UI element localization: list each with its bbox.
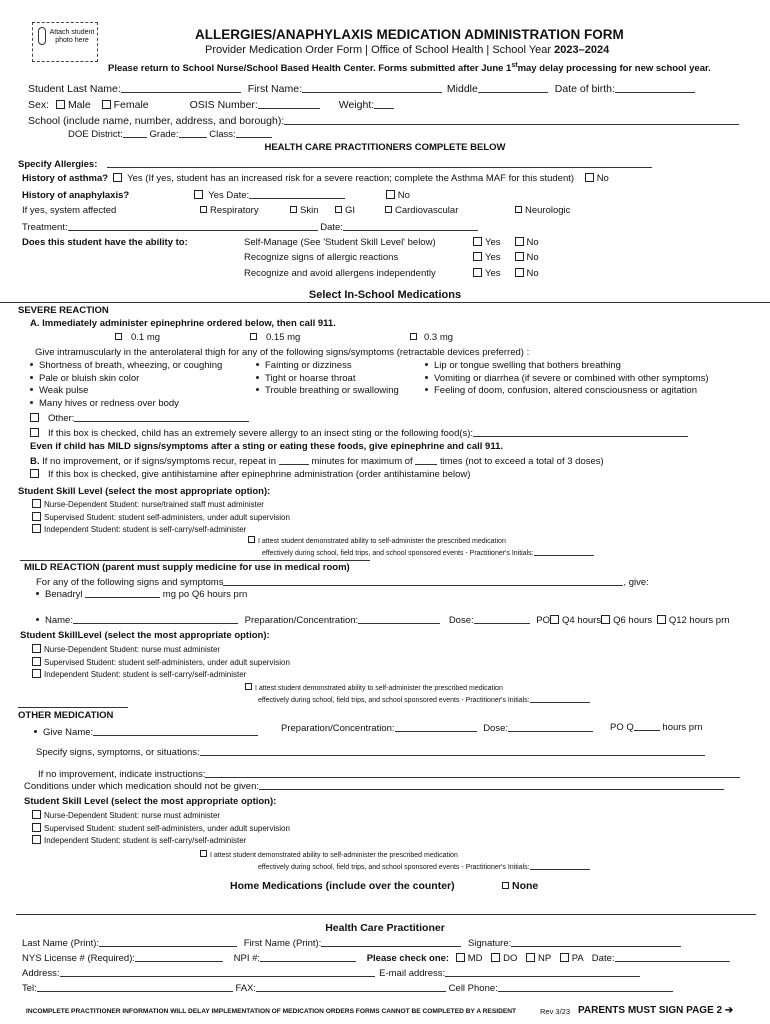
grade-field[interactable] xyxy=(179,128,207,138)
attest-1-initials: effectively during school, field trips, and school sponsored events - Practitioner's Initials: xyxy=(262,548,594,558)
other-symptom-field[interactable] xyxy=(74,412,249,422)
system-skin[interactable]: Skin xyxy=(290,205,318,216)
give-im-instructions: Give intramuscularly in the anterolateral thigh for any of the following signs/symptoms (retractable devices preferred) : xyxy=(35,347,530,358)
anaphylaxis-row: History of anaphylaxis? Yes Date: No xyxy=(22,190,410,201)
fax-field[interactable] xyxy=(256,982,446,992)
severe-heading: SEVERE REACTION xyxy=(18,305,109,316)
practitioner-address-row: Address: E-mail address: xyxy=(22,967,640,979)
skill-options-3: Nurse-Dependent Student: nurse must administer Supervised Student: student self-administers, under adult supervision Independent Student: student is self-carry/self-administer xyxy=(32,810,290,848)
attest-2-initials: effectively during school, field trips, and school sponsored events - Practitioner's Initials: xyxy=(258,695,590,705)
class-field[interactable] xyxy=(236,128,272,138)
npi-field[interactable] xyxy=(260,952,356,962)
no-improve-row: If no improvement, indicate instructions: xyxy=(38,768,740,780)
student-name-row: Student Last Name: First Name: Middle Date of birth: xyxy=(28,83,695,95)
attest-3-checkbox[interactable] xyxy=(200,850,207,857)
pa-checkbox[interactable] xyxy=(560,953,569,962)
home-meds-none[interactable]: None xyxy=(502,880,538,892)
hcp-signature-field[interactable] xyxy=(511,937,681,947)
treatment-date-field[interactable] xyxy=(343,221,478,231)
antihistamine-row: If this box is checked, give antihistamine after epinephrine administration (order antihistamine below) xyxy=(30,469,470,480)
other-symptom-row: Other: xyxy=(30,412,249,424)
address-field[interactable] xyxy=(60,967,375,977)
school-row: School (include name, number, address, and borough): xyxy=(28,115,739,127)
dose-015[interactable]: 0.15 mg xyxy=(250,332,300,343)
other-med-freq: PO Q hours prn xyxy=(610,722,703,733)
skill1-nurse-dependent-checkbox[interactable] xyxy=(32,499,41,508)
hcp-first-name-field[interactable] xyxy=(321,937,461,947)
skill2-supervised-checkbox[interactable] xyxy=(32,657,41,666)
other-med-prep-field[interactable] xyxy=(395,722,477,732)
ability-avoid-allergens: Recognize and avoid allergens independently xyxy=(244,268,436,279)
ability-2-yesno: Yes No xyxy=(473,252,539,263)
allergies-field[interactable] xyxy=(107,158,652,168)
other-med-signs-field[interactable] xyxy=(200,746,705,756)
dob-field[interactable] xyxy=(615,83,695,93)
initials-1-field[interactable] xyxy=(534,548,594,556)
no-improve-field[interactable] xyxy=(205,768,740,778)
skill2-nurse-dependent-checkbox[interactable] xyxy=(32,644,41,653)
license-field[interactable] xyxy=(135,952,223,962)
skill-heading-2: Student SkillLevel (select the most appropriate option): xyxy=(20,630,270,641)
symptoms-col2: Fainting or dizziness Tight or hoarse throat Trouble breathing or swallowing xyxy=(256,360,399,398)
district-field[interactable] xyxy=(123,128,147,138)
specify-allergies-row: Specify Allergies: xyxy=(18,158,652,170)
first-name-field[interactable] xyxy=(302,83,442,93)
do-checkbox[interactable] xyxy=(491,953,500,962)
systems-label: If yes, system affected xyxy=(22,205,117,216)
middle-name-field[interactable] xyxy=(478,83,548,93)
ability-3-yesno: Yes No xyxy=(473,268,539,279)
hcp-last-name-field[interactable] xyxy=(99,937,237,947)
benadryl-row: Benadryl mg po Q6 hours prn xyxy=(36,588,247,600)
last-name-field[interactable] xyxy=(121,83,241,93)
skill3-independent-checkbox[interactable] xyxy=(32,835,41,844)
divider xyxy=(20,560,370,561)
repeat-minutes-field[interactable] xyxy=(279,455,309,465)
student-sex-row: Sex: Male Female OSIS Number: Weight: xyxy=(28,99,394,111)
revision: Rev 3/23 xyxy=(540,1007,571,1016)
sting-food-row: If this box is checked, child has an extremely severe allergy to an insect sting or the following food(s): xyxy=(30,427,688,439)
skill1-supervised-checkbox[interactable] xyxy=(32,512,41,521)
q4-checkbox[interactable] xyxy=(550,615,559,624)
ability-2-yes-checkbox[interactable] xyxy=(473,252,482,261)
system-gi[interactable]: GI xyxy=(335,205,355,216)
tel-field[interactable] xyxy=(37,982,233,992)
system-respiratory[interactable]: Respiratory xyxy=(200,205,259,216)
repeat-times-field[interactable] xyxy=(415,455,437,465)
attest-2: I attest student demonstrated ability to self-administer the prescribed medication xyxy=(245,683,503,693)
school-field[interactable] xyxy=(284,115,739,125)
ability-2-no-checkbox[interactable] xyxy=(515,252,524,261)
divider xyxy=(16,914,756,915)
weight-field[interactable] xyxy=(374,99,394,109)
attest-1-checkbox[interactable] xyxy=(248,536,255,543)
mild-other-med-row: Name: Preparation/Concentration: Dose: PO Q4 hours Q6 hours Q12 hours prn xyxy=(36,614,730,626)
skill-heading-1: Student Skill Level (select the most appropriate option): xyxy=(18,486,271,497)
symptoms-col3: Lip or tongue swelling that bothers breathing Vomiting or diarrhea (if severe or combined with other symptoms) Feeling of doom, confusion, altered consciousness or agitation xyxy=(425,360,709,398)
doe-row: DOE District: Grade: Class: xyxy=(68,128,272,140)
other-med-row: Give Name: xyxy=(34,726,258,738)
sting-food-field[interactable] xyxy=(473,427,688,437)
photo-attach-box[interactable] xyxy=(32,22,98,62)
q6-checkbox[interactable] xyxy=(601,615,610,624)
attest-1: I attest student demonstrated ability to self-administer the prescribed medication xyxy=(248,536,506,546)
ability-self-manage: Self-Manage (See 'Student Skill Level' below) xyxy=(244,237,436,248)
other-symptom-checkbox[interactable] xyxy=(30,413,39,422)
asthma-no-checkbox[interactable] xyxy=(585,173,594,182)
ability-question: Does this student have the ability to: xyxy=(22,237,188,248)
select-meds-heading: Select In-School Medications xyxy=(308,289,462,301)
other-med-prep-row: Preparation/Concentration: Dose: xyxy=(281,722,593,734)
ability-3-yes-checkbox[interactable] xyxy=(473,268,482,277)
form-subtitle: Provider Medication Order Form | Office of School Health | School Year 2023–2024 xyxy=(205,44,610,56)
skill1-independent-checkbox[interactable] xyxy=(32,524,41,533)
hcp-date-field[interactable] xyxy=(615,952,730,962)
home-meds-label: Home Medications (include over the counter) xyxy=(230,880,455,892)
cell-field[interactable] xyxy=(498,982,673,992)
other-med-name-field[interactable] xyxy=(93,726,258,736)
paperclip-icon xyxy=(38,27,46,45)
other-med-dose-field[interactable] xyxy=(508,722,593,732)
anaphylaxis-yes-checkbox[interactable] xyxy=(194,190,203,199)
skill-heading-3: Student Skill Level (select the most appropriate option): xyxy=(24,796,277,807)
initials-3-field[interactable] xyxy=(530,862,590,870)
practitioner-heading: Health Care Practitioner xyxy=(325,922,445,934)
system-neurologic[interactable]: Neurologic xyxy=(515,205,570,216)
md-checkbox[interactable] xyxy=(456,953,465,962)
practitioner-name-row: Last Name (Print): First Name (Print): Signature: xyxy=(22,937,681,949)
repeat-dose-row: B. If no improvement, or if signs/symptoms recur, repeat in minutes for maximum of times (not to exceed a total of 3 doses) xyxy=(30,456,604,467)
footer-warning: INCOMPLETE PRACTITIONER INFORMATION WILL DELAY IMPLEMENTATION OF MEDICATION ORDERS FORMS CANNOT BE COMPLETED BY A RESIDENT xyxy=(26,1008,517,1015)
treatment-field[interactable] xyxy=(68,221,318,231)
attest-2-checkbox[interactable] xyxy=(245,683,252,690)
symptoms-col1: Shortness of breath, wheezing, or coughing Pale or bluish skin color Weak pulse Many hives or redness over body xyxy=(30,360,222,411)
ability-3-no-checkbox[interactable] xyxy=(515,268,524,277)
ability-1-yes-checkbox[interactable] xyxy=(473,237,482,246)
submission-notice: Please return to School Nurse/School Based Health Center. Forms submitted after June 1stmay delay processing for new school year. xyxy=(108,62,711,75)
skill-options-1: Nurse-Dependent Student: nurse/trained staff must administer Supervised Student: student self-administers, under adult supervision Independent Student: student is self-carry/self-administer xyxy=(32,499,290,537)
divider xyxy=(0,302,770,303)
mild-epinephrine-note: Even if child has MILD signs/symptoms after a sting or eating these foods, give epinephrine and call 911. xyxy=(30,441,504,452)
mild-signs-row: For any of the following signs and symptoms , give: xyxy=(36,577,649,588)
other-med-heading: OTHER MEDICATION xyxy=(18,710,114,721)
practitioner-phone-row: Tel: FAX: Cell Phone: xyxy=(22,982,673,994)
treatment-row: Treatment: Date: xyxy=(22,221,478,233)
hcp-header: HEALTH CARE PRACTITIONERS COMPLETE BELOW xyxy=(264,142,506,153)
np-checkbox[interactable] xyxy=(526,953,535,962)
attest-3: I attest student demonstrated ability to self-administer the prescribed medication xyxy=(200,850,458,860)
other-med-signs-row: Specify signs, symptoms, or situations: xyxy=(36,746,705,758)
q12-checkbox[interactable] xyxy=(657,615,666,624)
skill-options-2: Nurse-Dependent Student: nurse must administer Supervised Student: student self-administers, under adult supervision Independent Student: student is self-carry/self-administer xyxy=(32,644,290,682)
mild-dose-field[interactable] xyxy=(474,614,530,624)
form-title: ALLERGIES/ANAPHYLAXIS MEDICATION ADMINISTRATION FORM xyxy=(195,27,624,42)
email-field[interactable] xyxy=(445,967,640,977)
sting-food-checkbox[interactable] xyxy=(30,428,39,437)
conditions-field[interactable] xyxy=(259,780,724,790)
dose-03[interactable]: 0.3 mg xyxy=(410,332,453,343)
home-meds-none-checkbox[interactable] xyxy=(502,882,509,889)
mild-signs-field[interactable] xyxy=(223,576,623,586)
photo-label: Attach student photo here xyxy=(49,29,95,44)
attest-3-initials: effectively during school, field trips, and school sponsored events - Practitioner's Initials: xyxy=(258,862,590,872)
skill3-nurse-dependent-checkbox[interactable] xyxy=(32,810,41,819)
asthma-row: History of asthma? Yes (If yes, student has an increased risk for a severe reaction; complete the Asthma MAF for this student) No xyxy=(22,173,609,184)
severe-step-a: A. Immediately administer epinephrine ordered below, then call 911. xyxy=(30,318,336,329)
mild-heading: MILD REACTION (parent must supply medicine for use in medical room) xyxy=(24,562,350,573)
divider xyxy=(18,707,128,708)
mild-prep-field[interactable] xyxy=(358,614,440,624)
practitioner-license-row: NYS License # (Required): NPI #: Please check one: MD DO NP PA Date: xyxy=(22,952,730,964)
initials-2-field[interactable] xyxy=(530,695,590,703)
skill3-supervised-checkbox[interactable] xyxy=(32,823,41,832)
male-checkbox[interactable] xyxy=(56,100,65,109)
conditions-row: Conditions under which medication should not be given: xyxy=(24,780,724,792)
mild-med-name-field[interactable] xyxy=(73,614,238,624)
osis-field[interactable] xyxy=(258,99,320,109)
skill2-independent-checkbox[interactable] xyxy=(32,669,41,678)
system-cardiovascular[interactable]: Cardiovascular xyxy=(385,205,458,216)
ability-1-no-checkbox[interactable] xyxy=(515,237,524,246)
anaphylaxis-date-field[interactable] xyxy=(249,189,345,199)
benadryl-mg-field[interactable] xyxy=(85,588,160,598)
asthma-yes-checkbox[interactable] xyxy=(113,173,122,182)
female-checkbox[interactable] xyxy=(102,100,111,109)
ability-1-yesno: Yes No xyxy=(473,237,539,248)
parents-sign-note: PARENTS MUST SIGN PAGE 2 ➔ xyxy=(578,1005,734,1016)
antihistamine-checkbox[interactable] xyxy=(30,469,39,478)
dose-01[interactable]: 0.1 mg xyxy=(115,332,160,343)
anaphylaxis-no-checkbox[interactable] xyxy=(386,190,395,199)
other-med-q-field[interactable] xyxy=(634,721,660,731)
ability-recognize-signs: Recognize signs of allergic reactions xyxy=(244,252,399,263)
